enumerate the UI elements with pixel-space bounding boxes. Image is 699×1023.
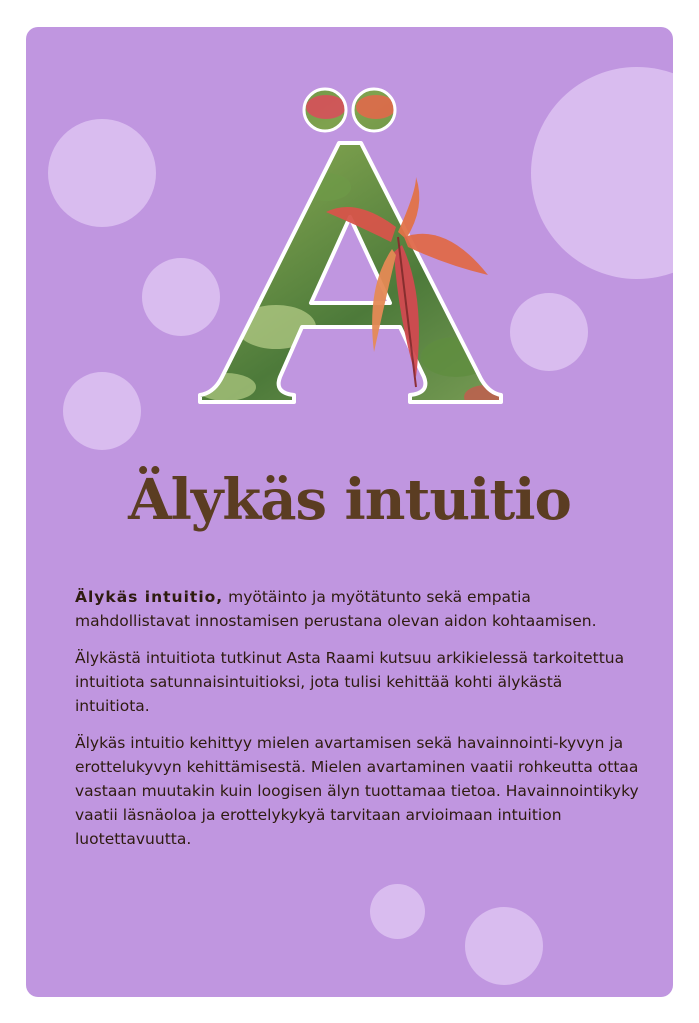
body-text — [75, 585, 640, 864]
letter-a-umlaut-leaf-image — [26, 27, 673, 447]
paragraph-2: Älykästä intuitiota tutkinut Asta Raami kutsuu arkikielessä tarkoitettua intuitiota satunnaisintuitioksi, jota tulisi kehittää kohti älykästä intuitiota. — [75, 649, 625, 715]
bubble-decoration — [370, 884, 425, 939]
paragraph-3: Älykäs intuitio kehittyy mielen avartamisen sekä havainnointi-kyvyn ja erottelukyvyn kehittämisestä. Mielen avartaminen vaatii rohkeutta ottaa vastaan muutakin kuin loogisen älyn tuottamaa tietoa. Havainnointikyky vaatii läsnäoloa ja erottelykykyä tarvitaan arvioimaan intuition luotettavuutta. — [75, 734, 639, 848]
card — [26, 27, 673, 997]
paragraph-1 — [75, 585, 640, 633]
paragraph-1-rest: myötäinto ja myötätunto sekä empatia mahdollistavat innostamisen perustana olevan aidon kohtaamisen. — [75, 588, 597, 630]
bubble-decoration — [465, 907, 543, 985]
paragraph-1-lead: Älykäs intuitio, — [75, 588, 224, 606]
page-title: Älykäs intuitio — [128, 467, 571, 533]
